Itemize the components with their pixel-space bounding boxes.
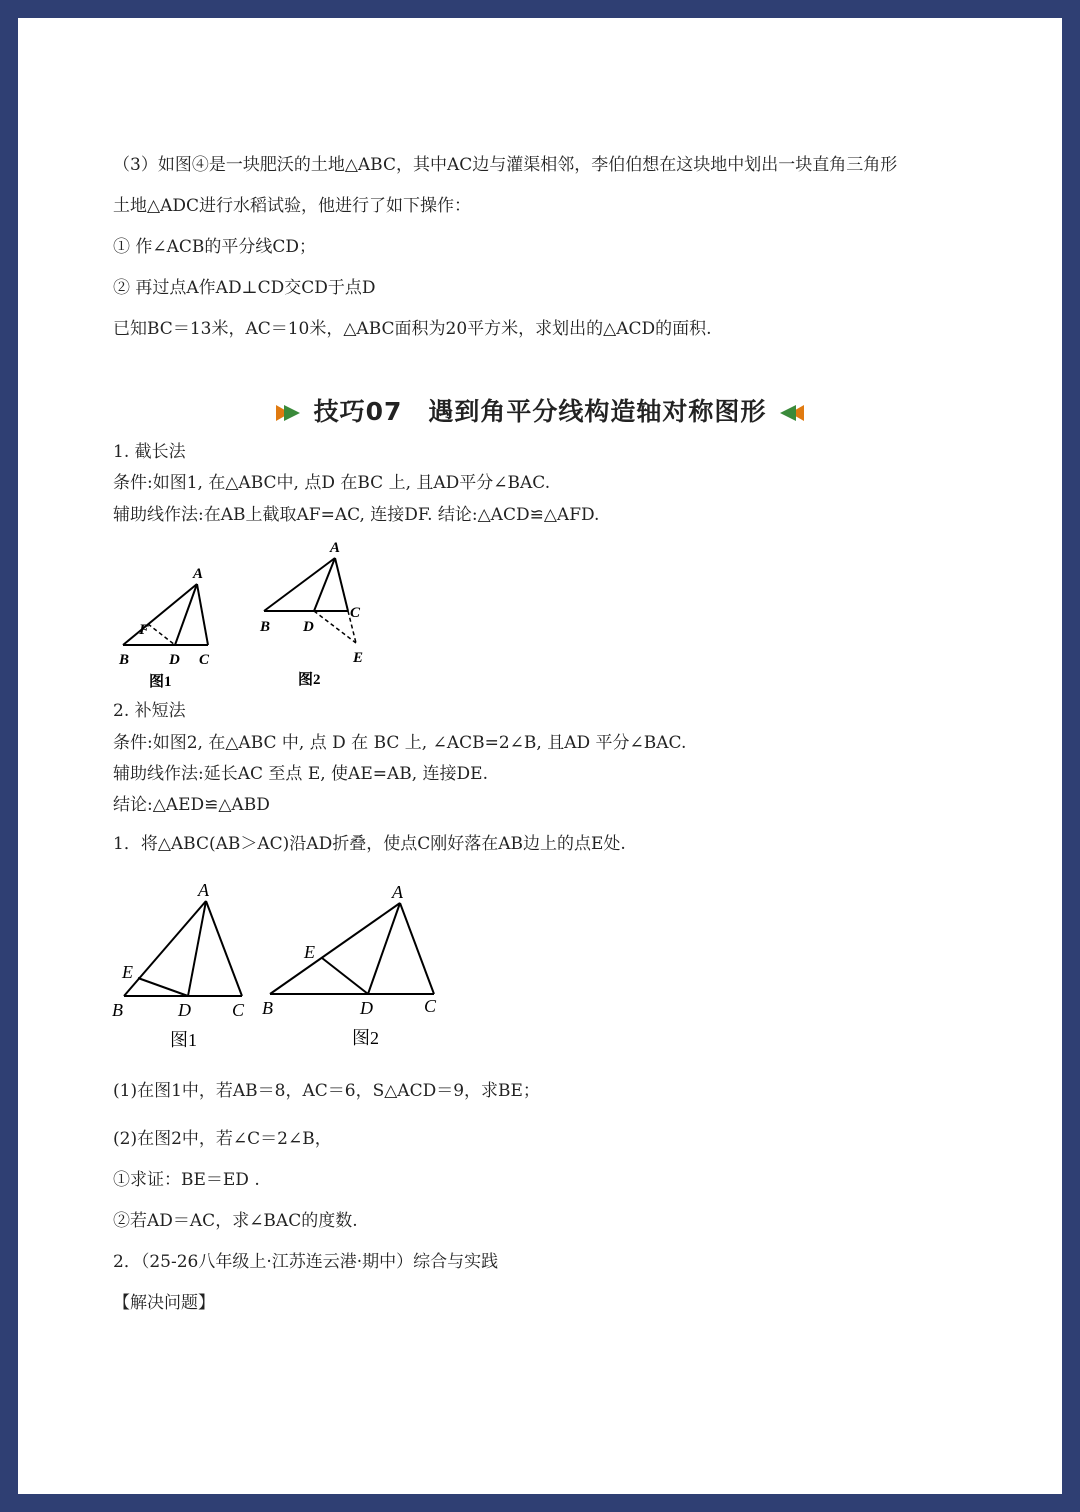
fig1-label-b: B: [119, 652, 130, 668]
method2-construction: 辅助线作法:延长AC 至点 E, 使AE=AB, 连接DE.: [113, 764, 488, 784]
problem3-line1: （3）如图④是一块肥沃的土地△ABC，其中AC边与灌渠相邻，李伯伯想在这块地中划出一块直角三角形: [113, 155, 898, 175]
method2-conclusion: 结论:△AED≌△ABD: [113, 795, 270, 815]
problem3-line2: 土地△ADC进行水稻试验，他进行了如下操作：: [113, 196, 471, 216]
ex-fig1-label-c: C: [232, 1000, 245, 1020]
exercise1-figure1: [110, 878, 260, 1053]
method2-title: 2. 补短法: [113, 701, 186, 721]
method2-condition: 条件:如图2, 在△ABC 中, 点 D 在 BC 上, ∠ACB=2∠B, 且AD 平分∠BAC.: [113, 733, 687, 753]
ex-fig2-label-e: E: [304, 942, 315, 962]
method1-condition: 条件:如图1, 在△ABC中, 点D 在BC 上, 且AD平分∠BAC.: [113, 473, 551, 493]
exercise1-stem: 1．将△ABC(AB＞AC)沿AD折叠，使点C刚好落在AB边上的点E处.: [113, 834, 626, 854]
arrow-right-icon: [274, 403, 304, 423]
fig2-caption: 图2: [298, 672, 321, 688]
section-heading-text: 技巧07 遇到角平分线构造轴对称图形: [313, 397, 767, 426]
method1-construction: 辅助线作法:在AB上截取AF=AC, 连接DF. 结论:△ACD≌△AFD.: [113, 505, 600, 525]
fig1-label-f: F: [139, 622, 150, 638]
ex-fig2-label-b: B: [262, 998, 273, 1018]
fig2-label-b: B: [260, 619, 271, 635]
exercise1-q1: (1)在图1中，若AB＝8，AC＝6，S△ACD＝9，求BE；: [113, 1081, 540, 1101]
exercise2-stem: 2．（25-26八年级上·江苏连云港·期中）综合与实践: [113, 1252, 499, 1272]
problem3-step2: ② 再过点A作AD⊥CD交CD于点D: [113, 278, 376, 298]
exercise1-q2a: ①求证：BE＝ED .: [113, 1170, 260, 1190]
section-heading: [18, 392, 1062, 428]
ex-fig1-label-a: A: [198, 880, 209, 900]
document-page: [18, 18, 1062, 1494]
ex-fig2-caption: 图2: [352, 1028, 379, 1048]
fig2-label-d: D: [303, 619, 314, 635]
problem3-step1: ① 作∠ACB的平分线CD；: [113, 237, 317, 257]
exercise1-q2b: ②若AD＝AC，求∠BAC的度数.: [113, 1211, 358, 1231]
ex-fig2-label-a: A: [392, 882, 403, 902]
ex-fig2-label-d: D: [360, 998, 373, 1018]
problem3-given: 已知BC＝13米，AC＝10米，△ABC面积为20平方米，求划出的△ACD的面积.: [113, 319, 712, 339]
ex-fig1-label-b: B: [112, 1000, 123, 1020]
ex-fig1-caption: 图1: [170, 1030, 197, 1050]
method1-figure2: [258, 538, 388, 688]
exercise1-figure2: [258, 878, 458, 1053]
method1-figure1: [113, 558, 243, 690]
arrow-left-icon: [776, 403, 806, 423]
ex-fig1-label-e: E: [122, 962, 133, 982]
fig1-label-c: C: [199, 652, 210, 668]
exercise2-section: 【解决问题】: [113, 1293, 215, 1313]
exercise1-q2: (2)在图2中，若∠C＝2∠B，: [113, 1129, 332, 1149]
fig1-caption: 图1: [149, 674, 172, 690]
fig1-label-a: A: [193, 566, 204, 582]
method1-title: 1. 截长法: [113, 442, 186, 462]
fig2-label-c: C: [350, 605, 361, 621]
fig2-label-a: A: [330, 540, 341, 556]
fig2-label-e: E: [353, 650, 364, 666]
fig1-label-d: D: [169, 652, 180, 668]
ex-fig2-label-c: C: [424, 996, 437, 1016]
ex-fig1-label-d: D: [178, 1000, 191, 1020]
